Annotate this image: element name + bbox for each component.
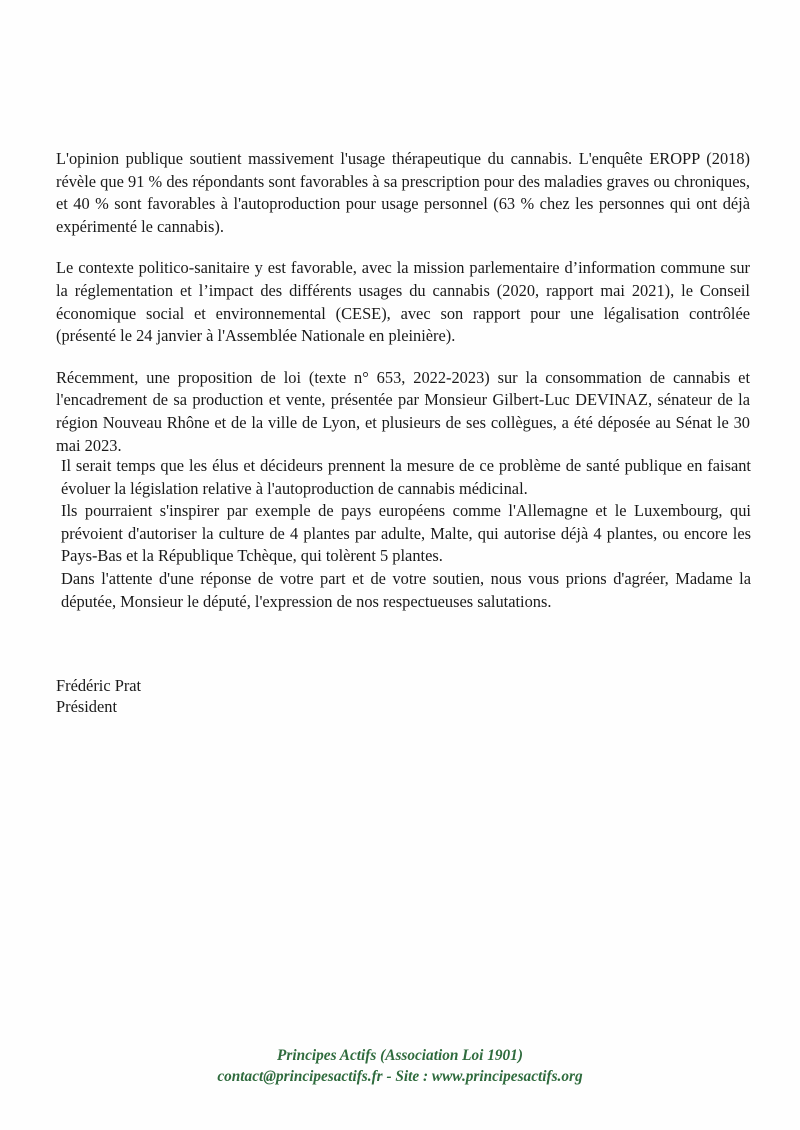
footer-contact: contact@principesactifs.fr - Site : www.principesactifs.org [217, 1068, 583, 1085]
letter-closing-block [61, 455, 751, 613]
paragraph-political-context: Le contexte politico-sanitaire y est favorable, avec la mission parlementaire d’information commune sur la réglementation et l’impact des différents usages du cannabis (2020, rapport mai 2021), le Conseil économique social et environnemental (CESE), avec son rapport pour une légalisation contrôlée (présenté le 24 janvier à l'Assemblée Nationale en pleinière). [56, 258, 750, 346]
paragraph-call-to-action: Il serait temps que les élus et décideurs prennent la mesure de ce problème de santé publique en faisant évoluer la législation relative à l'autoproduction de cannabis médicinal. [61, 456, 751, 498]
paragraph-law-proposal: Récemment, une proposition de loi (texte n° 653, 2022-2023) sur la consommation de cannabis et l'encadrement de sa production et vente, présentée par Monsieur Gilbert-Luc DEVINAZ, sénateur de la région Nouveau Rhône et de la ville de Lyon, et plusieurs de ses collègues, a été déposée au Sénat le 30 mai 2023. [56, 367, 750, 455]
signature-name: Frédéric Prat [56, 676, 142, 695]
page-footer [0, 1045, 800, 1087]
signature-title: Président [56, 697, 118, 716]
paragraph-european-examples: Ils pourraient s'inspirer par exemple de pays européens comme l'Allemagne et le Luxembourg, qui prévoient d'autoriser la culture de 4 plantes par adulte, Malte, qui autorise déjà 4 plantes, ou encore les Pays-Bas et la République Tchèque, qui tolèrent 5 plantes. [61, 501, 751, 566]
letter-body [56, 148, 750, 457]
paragraph-public-opinion: L'opinion publique soutient massivement l'usage thérapeutique du cannabis. L'enquête EROPP (2018) révèle que 91 % des répondants sont favorables à sa prescription pour des maladies graves ou chroniques, et 40 % sont favorables à l'autoproduction pour usage personnel (63 % chez les personnes qui ont déjà expérimenté le cannabis). [56, 149, 750, 236]
signature-block [56, 675, 141, 717]
paragraph-salutation: Dans l'attente d'une réponse de votre part et de votre soutien, nous vous prions d'agréer, Madame la députée, Monsieur le député, l'expression de nos respectueuses salutations. [61, 568, 751, 611]
footer-organization: Principes Actifs (Association Loi 1901) [277, 1047, 523, 1064]
